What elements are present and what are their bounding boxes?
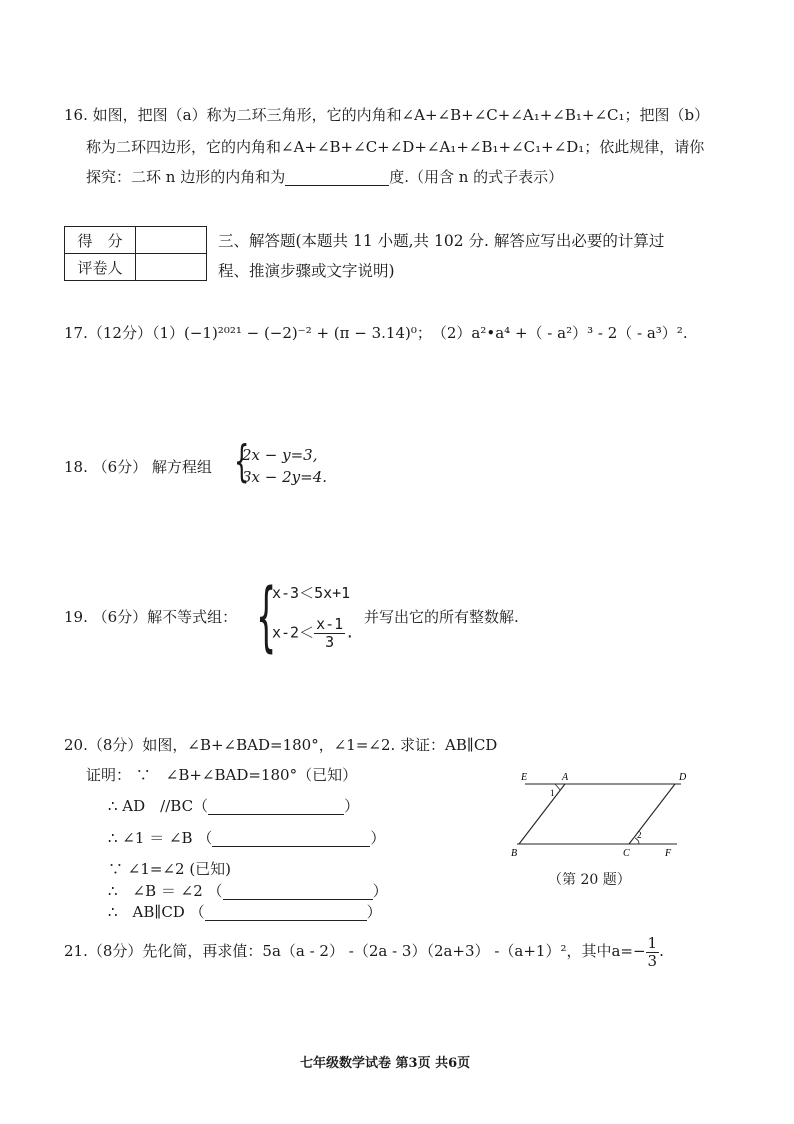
label-b: B [511, 848, 518, 859]
q21-main: 21.（8分）先化简，再求值：5a（a - 2） -（2a - 3）（2a+3） -（a+1）²，其中 [64, 942, 612, 960]
q16-line3-post: 度.（用含 n 的式子表示） [389, 168, 564, 186]
q20-proof-3: ∵ ∠1=∠2 (已知) [108, 860, 232, 878]
q16-answer-blank[interactable] [285, 171, 389, 186]
q20-blank-1[interactable] [208, 800, 344, 815]
angle-1-arc [555, 784, 560, 790]
q20-proof-2 [108, 829, 385, 847]
section3-heading-line1: 三、解答题(本题共 11 小题,共 102 分. 解答应写出必要的计算过 [218, 232, 665, 250]
grader-label: 评卷人 [65, 254, 136, 281]
q20-proof-4-post: ） [372, 882, 388, 900]
q19-tail: 并写出它的所有整数解. [364, 608, 519, 626]
q21-end: . [659, 942, 664, 960]
line-dc [629, 784, 675, 844]
q20-figure-caption: （第 20 题） [548, 872, 631, 888]
q16-line3-pre: 探究：二环 n 边形的内角和为 [86, 168, 286, 186]
q21-frac-den: 3 [647, 951, 658, 970]
q19-label: 19. （6分）解不等式组： [64, 608, 238, 626]
q19-ineq2-pre: x-2＜ [272, 623, 315, 642]
page-footer: 七年级数学试卷 第3页 共6页 [300, 1056, 471, 1071]
q20-title: 20.（8分）如图，∠B+∠BAD=180°，∠1=∠2. 求证：AB∥CD [64, 736, 498, 754]
q20-proof-5 [108, 903, 382, 921]
q21-text [64, 935, 664, 969]
line-ab [519, 784, 565, 844]
label-a: A [562, 772, 569, 783]
q19-frac-num: x-1 [316, 615, 344, 633]
q20-proof-0: 证明： ∵ ∠B+∠BAD=180°（已知） [86, 766, 358, 784]
label-d: D [679, 772, 687, 783]
q19-brace: { [256, 571, 277, 660]
q20-proof-5-post: ） [366, 903, 382, 921]
q20-blank-2[interactable] [212, 832, 370, 847]
section3-heading-line2: 程、推演步骤或文字说明) [218, 262, 395, 280]
q19-ineq2 [272, 616, 354, 650]
q20-blank-5[interactable] [205, 906, 367, 921]
q20-proof-1 [108, 797, 359, 815]
q21-a-eq: a=− [611, 942, 646, 960]
q21-frac-num: 1 [647, 934, 658, 952]
q18-eq1: 2x − y=3, [242, 446, 318, 464]
score-table [64, 226, 207, 281]
q20-proof-1-post: ） [344, 797, 360, 815]
q19-fraction [314, 616, 345, 650]
label-c: C [623, 848, 630, 859]
q20-blank-4[interactable] [223, 885, 373, 900]
q18-brace: { [234, 436, 250, 487]
label-angle-1: 1 [550, 788, 555, 798]
q19-ineq2-post: . [345, 623, 355, 642]
grader-cell[interactable] [136, 254, 207, 281]
label-angle-2: 2 [637, 830, 642, 840]
score-cell[interactable] [136, 227, 207, 254]
q18-eq2: 3x − 2y=4. [242, 468, 328, 486]
q19-frac-den: 3 [325, 632, 335, 651]
score-label: 得 分 [65, 227, 136, 254]
q20-proof-2-pre: ∴ ∠1 ＝ ∠B （ [108, 829, 213, 847]
q16-line3 [86, 168, 563, 186]
q20-proof-4 [108, 882, 388, 900]
q16-line1: 16. 如图，把图（a）称为二环三角形，它的内角和∠A+∠B+∠C+∠A₁+∠B₁+∠C₁；把图（b） [64, 106, 710, 124]
q19-ineq1: x-3＜5x+1 [272, 584, 351, 602]
label-e: E [521, 772, 528, 783]
q20-figure [505, 770, 695, 870]
q20-proof-1-pre: ∴ AD //BC（ [108, 797, 209, 815]
label-f: F [665, 848, 672, 859]
q18-label: 18. （6分） 解方程组 [64, 458, 212, 476]
q20-proof-4-pre: ∴ ∠B ＝ ∠2 （ [108, 882, 223, 900]
q16-line2: 称为二环四边形，它的内角和∠A+∠B+∠C+∠D+∠A₁+∠B₁+∠C₁+∠D₁；依此规律，请你 [86, 138, 705, 156]
q20-proof-5-pre: ∴ AB∥CD （ [108, 903, 205, 921]
q21-fraction [646, 935, 660, 969]
q20-proof-2-post: ） [370, 829, 386, 847]
q17-text: 17.（12分）（1）(−1)²⁰²¹ − (−2)⁻² + (π − 3.14)⁰； （2）a²•a⁴ +（ - a²）³ - 2（ - a³）². [64, 324, 688, 342]
